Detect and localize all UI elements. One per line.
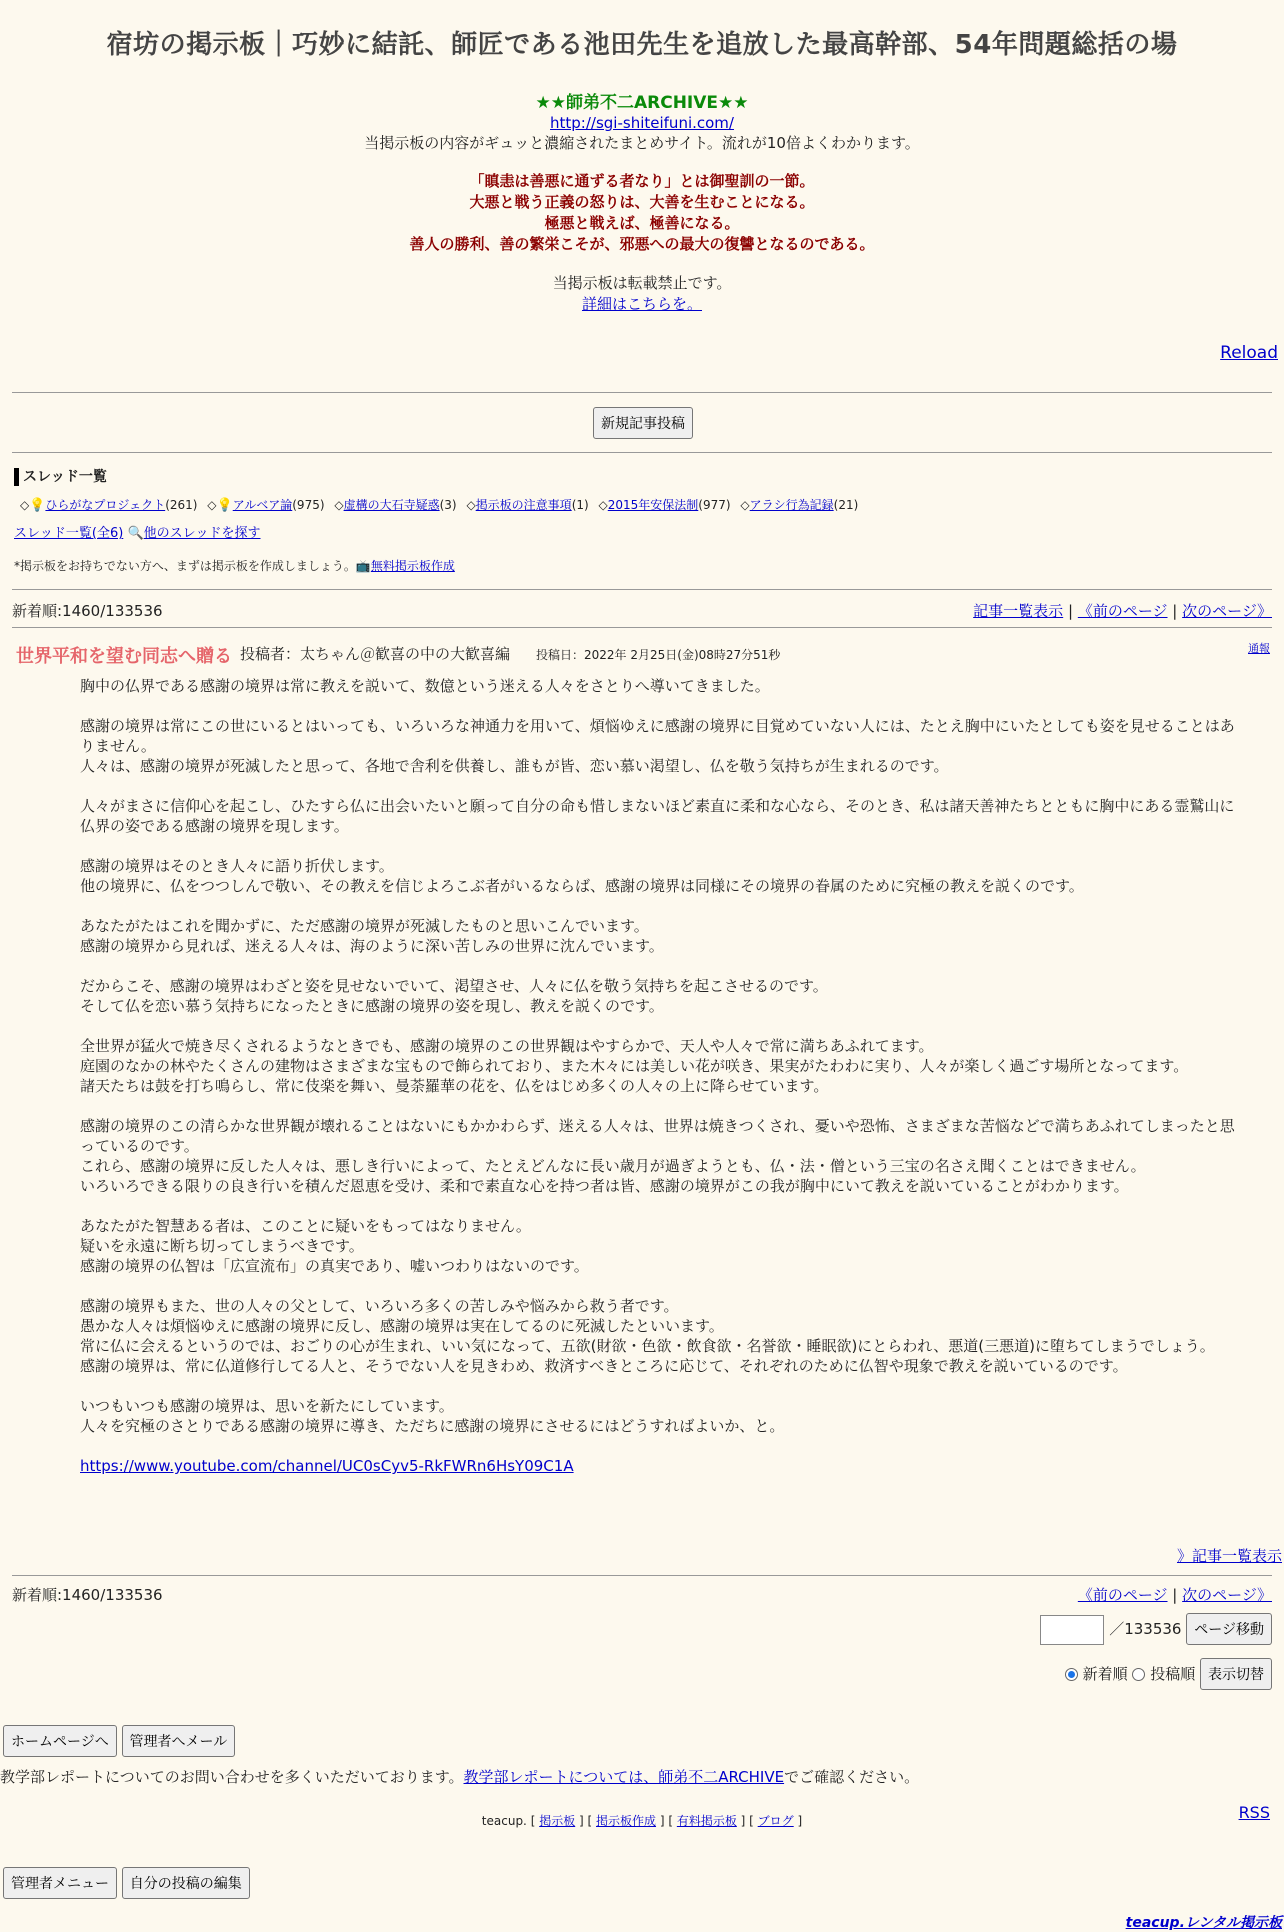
thread-nav <box>14 522 261 541</box>
page-title: 宿坊の掲示板｜巧妙に結託、師匠である池田先生を追放した最高幹部、54年問題総括の場 <box>106 30 1178 60</box>
thread-count: (977) <box>698 498 731 512</box>
teacup-blog-link[interactable]: ブログ <box>757 1814 794 1828</box>
thread-count: (3) <box>439 498 457 512</box>
quote-block <box>0 171 1284 255</box>
lightbulb-icon: 💡 <box>216 498 233 513</box>
page-number-input[interactable] <box>1040 1615 1104 1645</box>
post-position: 新着順:1460/133536 <box>12 602 163 620</box>
post-paragraph: あなたがたはこれを聞かずに、ただ感謝の境界が死滅したものと思いこんでいます。 感謝の境界から見れば、迷える人々は、海のように深い苦しみの世界に沈んでいます。 <box>80 917 664 955</box>
post-paragraph: だからこそ、感謝の境界はわざと姿を見せないでいて、渇望させ、人々に仏を敬う気持ちを起こさせるのです。 そして仏を恋い慕う気持ちになったときに感謝の境界の姿を現し、教えを説くのです。 <box>80 977 828 1015</box>
post-position: 新着順:1460/133536 <box>12 1586 163 1604</box>
post-paragraph: 全世界が猛火で焼き尽くされるようなときでも、感謝の境界のこの世界観はやすらかで、天人や人々で常に満ちあふれてます。 庭園のなかの林やたくさんの建物はさまざまな宝もので飾られており、また木々には美しい花が咲き、果実がたわわに実り、人々が楽しく過ごす場所となってます。 諸天たちは鼓を打ち鳴らし、常に伎楽を舞い、曼荼羅華の花を、仏をはじめ多くの人々の上に降らせています。 <box>80 1037 1189 1095</box>
teacup-create-link[interactable]: 掲示板作成 <box>596 1814 657 1828</box>
thread-link[interactable]: ひらがなプロジェクト <box>45 498 166 512</box>
thread-link[interactable]: アラシ行為記録 <box>749 498 834 512</box>
post-paragraph: 感謝の境界のこの清らかな世界観が壊れることはないにもかかわらず、迷える人々は、世界は焼きつくされ、憂いや恐怖、さまざまな苦悩などで満ちあふれてしまったと思っているのです。 これら、感謝の境界に反した人々は、悪しき行いによって、たとえどんなに長い歳月が過ぎようとも、仏・法・僧という三宝の名さえ聞くことはできません。 いろいろできる限りの良き行いを積んだ恩恵を受け、柔和で素直な心を持つ者は皆、感謝の境界がこの我が胸中にいて教えを説いていることがわかります。 <box>80 1117 1235 1195</box>
prev-page-link[interactable]: 《前のページ <box>1077 1586 1168 1604</box>
thread-link[interactable]: 虚構の大石寺疑惑 <box>343 498 440 512</box>
thread-count: (21) <box>833 498 859 512</box>
teacup-label: teacup. <box>481 1814 527 1828</box>
teacup-paid-link[interactable]: 有料掲示板 <box>676 1814 737 1828</box>
post-paragraph: 感謝の境界もまた、世の人々の父として、いろいろ多くの苦しみや悩みから救う者です。 愚かな人々は煩悩ゆえに感謝の境界に反し、感謝の境界は実在してるのに死滅したといいます。 常に仏に会えるというのでは、おごりの心が生まれ、いい気になって、五欲(財欲・色欲・飲食欲・名誉欲・睡眠欲)にとらわれ、悪道(三悪道)に堕ちてしまうでしょう。 感謝の境界は、常に仏道修行してる人と、そうでない人を見きわめ、救済すべきところに応じて、それぞれのために仏智や現象で教えを説いているのです。 <box>80 1297 1215 1375</box>
post-paragraph: 胸中の仏界である感謝の境界は常に教えを説いて、数億という迷える人々をさとりへ導いてきました。 <box>80 677 770 695</box>
footer-buttons <box>3 1725 235 1757</box>
post-paragraph: 感謝の境界は常にこの世にいるとはいっても、いろいろな神通力を用いて、煩悩ゆえに感謝の境界に目覚めていない人には、たとえ胸中にいたとしても姿を見せることはありません。 人々は、感謝の境界が死滅したと思って、各地で舎利を供養し、誰もが皆、恋い慕い渇望し、仏を敬う気持ちが生まれるのです。 <box>80 717 1235 775</box>
admin-menu-button[interactable]: 管理者メニュー <box>3 1867 117 1899</box>
thread-item: ◇💡ひらがなプロジェクト(261) <box>20 498 198 513</box>
inquiry-notice <box>0 1766 919 1787</box>
post-paragraph: あなたがた智慧ある者は、このことに疑いをもってはなりません。 疑いを永遠に断ち切ってしまうべきです。 感謝の境界の仏智は「広宣流布」の真実であり、嘘いつわりはないのです。 <box>80 1217 589 1275</box>
post-list-link[interactable]: 記事一覧表示 <box>973 602 1064 620</box>
sort-post-radio[interactable] <box>1132 1668 1145 1681</box>
thread-count: (975) <box>292 498 325 512</box>
bottom-pager <box>12 1584 1272 1605</box>
thread-list <box>20 496 864 513</box>
post-title: 世界平和を望む同志へ贈る <box>16 646 232 667</box>
thread-item: ◇2015年安保法制(977) <box>598 498 731 512</box>
divider <box>12 452 1272 453</box>
next-page-link[interactable]: 次のページ》 <box>1182 602 1272 620</box>
sort-form <box>1065 1658 1272 1690</box>
teacup-board-link[interactable]: 掲示板 <box>539 1814 576 1828</box>
teacup-brand-link[interactable]: teacup.レンタル掲示板 <box>1125 1915 1282 1931</box>
thread-list-heading: スレッド一覧 <box>14 468 107 486</box>
post-author: 投稿者：太ちゃん＠歓喜の中の大歓喜編 <box>240 645 511 663</box>
archive-block <box>0 93 1284 153</box>
quote-line: 善人の勝利、善の繁栄こそが、邪悪への最大の復讐となるのである。 <box>409 235 875 253</box>
youtube-link[interactable]: https://www.youtube.com/channel/UC0sCyv5-RkFWRn6HsY09C1A <box>80 1457 574 1475</box>
separator: | <box>1172 1586 1178 1604</box>
notice-text: 当掲示板は転載禁止です。 <box>552 274 732 292</box>
admin-buttons <box>3 1867 250 1899</box>
quote-line: 大悪と戦う正義の怒りは、大善を生むことになる。 <box>469 193 815 211</box>
quote-line: 「瞋恚は善悪に通ずる者なり」とは御聖訓の一節。 <box>469 172 815 190</box>
thread-link[interactable]: アルベア論 <box>232 498 293 512</box>
thread-count: (261) <box>165 498 198 512</box>
report-link[interactable]: 通報 <box>1248 642 1270 655</box>
post-paragraph: 感謝の境界はそのとき人々に語り折伏します。 他の境界に、仏をつつしんで敬い、その教えを信じよろこぶ者がいるならば、感謝の境界は同様にその境界の眷属のために究極の教えを説くのです。 <box>80 857 1084 895</box>
board-icon: 📺 <box>355 559 371 573</box>
divider <box>12 627 1272 628</box>
divider <box>12 1575 1272 1576</box>
inquiry-text: 教学部レポートについてのお問い合わせを多くいただいております。 <box>0 1768 464 1786</box>
thread-item: ◇💡アルベア論(975) <box>207 498 325 513</box>
magnifier-icon: 🔍 <box>127 526 144 541</box>
top-pager <box>12 600 1272 621</box>
quote-line: 極悪と戦えば、極善になる。 <box>544 214 740 232</box>
create-board-tip <box>14 557 455 574</box>
inquiry-tail: でご確認ください。 <box>784 1768 920 1786</box>
separator: | <box>1067 602 1074 620</box>
homepage-button[interactable]: ホームページへ <box>3 1725 117 1757</box>
sort-new-label: 新着順 <box>1082 1665 1128 1683</box>
prev-page-link[interactable]: 《前のページ <box>1077 602 1168 620</box>
archive-desc: 当掲示板の内容がギュッと濃縮されたまとめサイト。流れが10倍よくわかります。 <box>364 134 920 152</box>
archive-name: ★★師弟不二ARCHIVE★★ <box>535 93 749 113</box>
post-paragraph: いつもいつも感謝の境界は、思いを新たにしています。 人々を究極のさとりである感謝の境界に導き、ただちに感謝の境界にさせるにはどうすればよいか、と。 <box>80 1397 785 1435</box>
search-threads-link[interactable]: 他のスレッドを探す <box>143 526 261 541</box>
tip-text: *掲示板をお持ちでない方へ、まずは掲示板を作成しましょう。 <box>14 559 356 573</box>
post-body <box>80 676 1240 1496</box>
page-jump-form <box>1040 1613 1272 1645</box>
thread-link[interactable]: 2015年安保法制 <box>607 498 699 512</box>
thread-link[interactable]: 掲示板の注意事項 <box>475 498 572 512</box>
thread-item: ◇アラシ行為記録(21) <box>740 498 859 512</box>
next-page-link[interactable]: 次のページ》 <box>1182 1586 1272 1604</box>
thread-count: (1) <box>571 498 589 512</box>
archive-url-link[interactable]: http://sgi-shiteifuni.com/ <box>550 114 734 132</box>
post-date: 投稿日：2022年 2月25日(金)08時27分51秒 <box>536 648 781 662</box>
sort-new-radio[interactable] <box>1065 1668 1078 1681</box>
edit-own-post-button[interactable]: 自分の投稿の編集 <box>122 1867 250 1899</box>
new-post-button[interactable]: 新規記事投稿 <box>593 407 693 439</box>
thread-item: ◇掲示板の注意事項(1) <box>466 498 589 512</box>
page-total: ／133536 <box>1109 1620 1182 1638</box>
all-threads-link[interactable]: スレッド一覧(全6) <box>14 526 124 541</box>
separator: | <box>1172 602 1178 620</box>
free-board-link[interactable]: 無料掲示板作成 <box>370 559 455 573</box>
divider <box>12 589 1272 590</box>
divider <box>12 392 1272 393</box>
rss-link[interactable]: RSS <box>1238 1803 1270 1822</box>
sort-post-label: 投稿順 <box>1150 1665 1196 1683</box>
thread-item: ◇虚構の大石寺疑惑(3) <box>334 498 457 512</box>
mail-admin-button[interactable]: 管理者へメール <box>122 1725 236 1757</box>
post-paragraph: 人々がまさに信仰心を起こし、ひたすら仏に出会いたいと願って自分の命も惜しまないほど素直に柔和な心なら、そのとき、私は諸天善神たちとともに胸中にある霊鷲山に仏界の姿である感謝の境界を現します。 <box>80 797 1235 835</box>
teacup-links: teacup. [ 掲示板 ] [ 掲示板作成 ] [ 有料掲示板 ] [ ブログ ] <box>481 1814 803 1828</box>
reload-link[interactable]: Reload <box>1220 343 1278 363</box>
lightbulb-icon: 💡 <box>29 498 46 513</box>
inquiry-link[interactable]: 教学部レポートについては、師弟不二ARCHIVE <box>463 1768 785 1786</box>
notice-detail-link[interactable]: 詳細はこちらを。 <box>581 295 702 313</box>
post-list-link-bottom[interactable]: 》記事一覧表示 <box>1176 1547 1282 1565</box>
sort-toggle-button[interactable]: 表示切替 <box>1200 1658 1272 1690</box>
notice-block <box>0 273 1284 315</box>
page-move-button[interactable]: ページ移動 <box>1186 1613 1272 1645</box>
